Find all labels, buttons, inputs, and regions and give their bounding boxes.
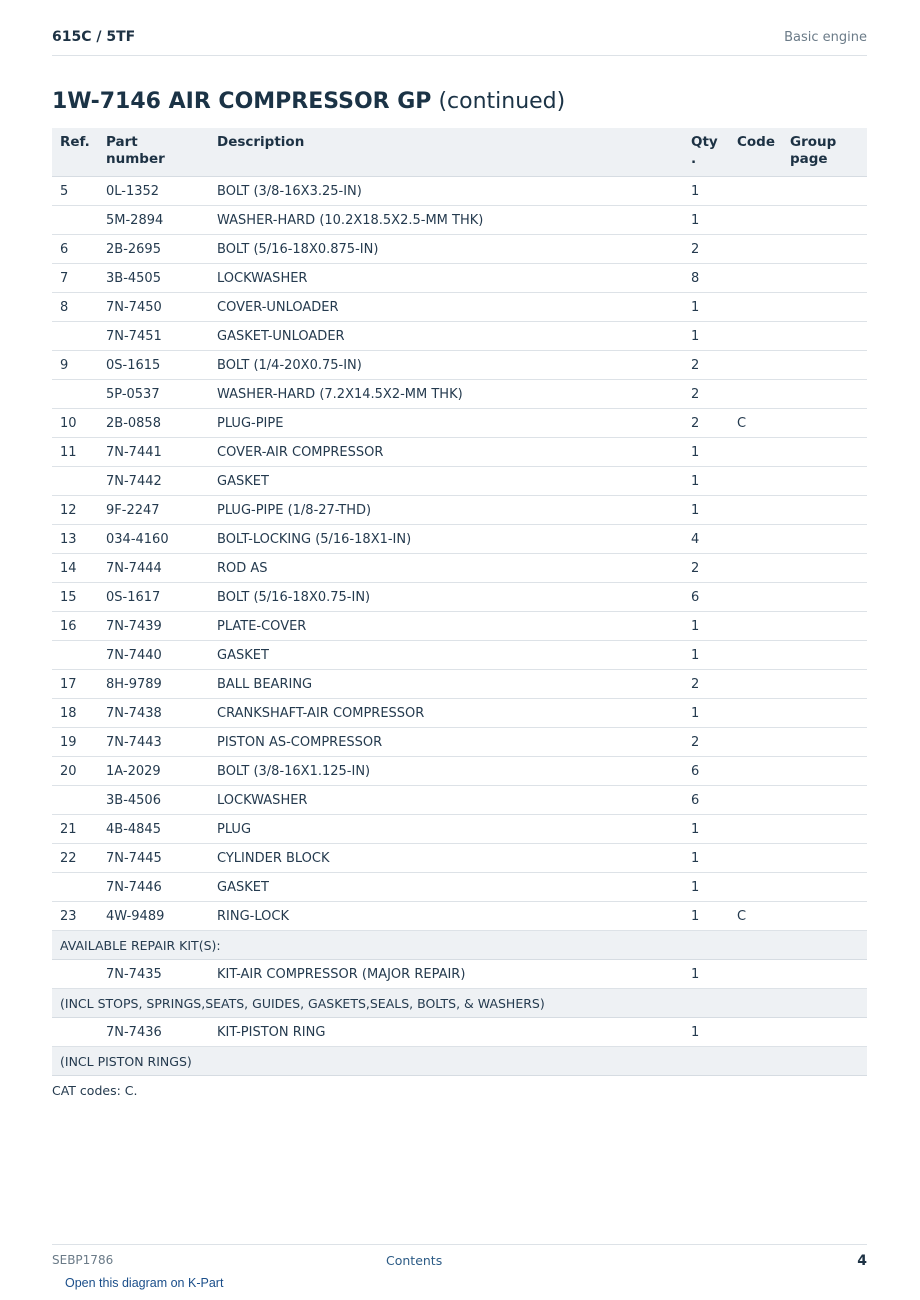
group-page-cell [782,322,867,351]
table-row [52,728,867,757]
qty-cell: 1 [683,902,729,931]
code-cell [729,844,782,873]
part-number-cell: 7N-7451 [98,322,209,351]
description-cell: PLUG-PIPE [209,409,683,438]
table-row [52,380,867,409]
group-page-cell [782,177,867,206]
group-page-cell [782,641,867,670]
part-number-cell: 2B-0858 [98,409,209,438]
description-cell: GASKET-UNLOADER [209,322,683,351]
ref-cell: 8 [52,293,98,322]
qty-cell: 6 [683,757,729,786]
ref-cell [52,960,98,989]
code-cell [729,873,782,902]
part-number-cell: 0S-1617 [98,583,209,612]
description-cell: KIT-AIR COMPRESSOR (MAJOR REPAIR) [209,960,683,989]
ref-cell: 15 [52,583,98,612]
contents-link[interactable]: Contents [386,1253,443,1268]
code-cell [729,293,782,322]
part-number-cell: 3B-4505 [98,264,209,293]
table-row [52,554,867,583]
table-row [52,264,867,293]
part-number-cell: 4W-9489 [98,902,209,931]
description-cell: PLUG-PIPE (1/8-27-THD) [209,496,683,525]
description-cell: BOLT (5/16-18X0.875-IN) [209,235,683,264]
qty-cell: 2 [683,235,729,264]
note-text: (INCL PISTON RINGS) [52,1047,867,1076]
page-number: 4 [857,1253,867,1269]
part-number-cell: 5M-2894 [98,206,209,235]
group-page-cell [782,380,867,409]
table-row [52,815,867,844]
qty-cell: 1 [683,815,729,844]
ref-cell: 22 [52,844,98,873]
parts-table-body [52,177,867,1076]
code-cell [729,670,782,699]
code-cell [729,757,782,786]
header-ref: Ref. [52,128,98,177]
code-cell [729,351,782,380]
part-number-cell: 7N-7443 [98,728,209,757]
ref-cell: 13 [52,525,98,554]
part-number-cell: 3B-4506 [98,786,209,815]
group-page-cell [782,583,867,612]
table-row [52,496,867,525]
qty-cell: 1 [683,206,729,235]
code-cell [729,380,782,409]
part-number-cell: 5P-0537 [98,380,209,409]
code-cell: C [729,409,782,438]
qty-cell: 1 [683,612,729,641]
qty-cell: 1 [683,960,729,989]
group-page-cell [782,293,867,322]
ref-cell [52,873,98,902]
table-row [52,177,867,206]
description-cell: BALL BEARING [209,670,683,699]
qty-cell: 1 [683,438,729,467]
part-number-cell: 2B-2695 [98,235,209,264]
document-id: SEBP1786 [52,1253,114,1267]
ref-cell: 19 [52,728,98,757]
part-number-cell: 0S-1615 [98,351,209,380]
title-main: 1W-7146 AIR COMPRESSOR GP [52,89,432,114]
group-page-cell [782,815,867,844]
qty-cell: 1 [683,467,729,496]
group-page-cell [782,264,867,293]
qty-cell: 6 [683,786,729,815]
description-cell: GASKET [209,467,683,496]
ref-cell [52,641,98,670]
page-title [52,89,565,114]
table-row [52,1018,867,1047]
ref-cell: 21 [52,815,98,844]
code-cell [729,525,782,554]
description-cell: BOLT-LOCKING (5/16-18X1-IN) [209,525,683,554]
qty-cell: 2 [683,380,729,409]
qty-cell: 1 [683,1018,729,1047]
description-cell: CYLINDER BLOCK [209,844,683,873]
qty-cell: 1 [683,641,729,670]
group-page-cell [782,467,867,496]
ref-cell: 16 [52,612,98,641]
table-row [52,641,867,670]
parts-table-header [52,128,867,177]
page-header [52,28,867,56]
group-page-cell [782,554,867,583]
note-text: AVAILABLE REPAIR KIT(S): [52,931,867,960]
part-number-cell: 7N-7445 [98,844,209,873]
code-cell [729,1018,782,1047]
description-cell: PLATE-COVER [209,612,683,641]
qty-cell: 4 [683,525,729,554]
table-row [52,525,867,554]
description-cell: BOLT (1/4-20X0.75-IN) [209,351,683,380]
description-cell: WASHER-HARD (7.2X14.5X2-MM THK) [209,380,683,409]
ref-cell: 11 [52,438,98,467]
ref-cell: 5 [52,177,98,206]
part-number-cell: 7N-7438 [98,699,209,728]
description-cell: COVER-UNLOADER [209,293,683,322]
part-number-cell: 7N-7440 [98,641,209,670]
ref-cell [52,206,98,235]
code-cell [729,177,782,206]
group-page-cell [782,786,867,815]
section-label: Basic engine [784,30,867,45]
description-cell: COVER-AIR COMPRESSOR [209,438,683,467]
qty-cell: 1 [683,322,729,351]
code-cell [729,612,782,641]
qty-cell: 2 [683,351,729,380]
table-row [52,960,867,989]
table-row [52,583,867,612]
ref-cell [52,786,98,815]
code-cell [729,699,782,728]
ref-cell [52,322,98,351]
code-cell [729,206,782,235]
table-row [52,206,867,235]
ref-cell: 14 [52,554,98,583]
description-cell: KIT-PISTON RING [209,1018,683,1047]
qty-cell: 1 [683,699,729,728]
description-cell: BOLT (5/16-18X0.75-IN) [209,583,683,612]
code-cell [729,467,782,496]
code-cell [729,786,782,815]
cat-codes-note: CAT codes: C. [52,1083,138,1098]
part-number-cell: 7N-7444 [98,554,209,583]
table-row [52,293,867,322]
description-cell: PLUG [209,815,683,844]
code-cell [729,496,782,525]
ref-cell: 23 [52,902,98,931]
ref-cell: 10 [52,409,98,438]
description-cell: RING-LOCK [209,902,683,931]
part-number-cell: 7N-7439 [98,612,209,641]
table-row [52,670,867,699]
qty-cell: 1 [683,873,729,902]
qty-cell: 1 [683,177,729,206]
header-qty: Qty . [683,128,729,177]
table-row [52,235,867,264]
description-cell: BOLT (3/8-16X1.125-IN) [209,757,683,786]
part-number-cell: 7N-7450 [98,293,209,322]
ref-cell: 20 [52,757,98,786]
part-number-cell: 7N-7435 [98,960,209,989]
table-note-row [52,931,867,960]
code-cell [729,235,782,264]
description-cell: WASHER-HARD (10.2X18.5X2.5-MM THK) [209,206,683,235]
note-text: (INCL STOPS, SPRINGS,SEATS, GUIDES, GASKETS,SEALS, BOLTS, & WASHERS) [52,989,867,1018]
group-page-cell [782,525,867,554]
part-number-cell: 4B-4845 [98,815,209,844]
group-page-cell [782,699,867,728]
description-cell: BOLT (3/8-16X3.25-IN) [209,177,683,206]
code-cell [729,815,782,844]
description-cell: CRANKSHAFT-AIR COMPRESSOR [209,699,683,728]
title-suffix: (continued) [438,89,566,114]
group-page-cell [782,757,867,786]
table-row [52,699,867,728]
table-row [52,612,867,641]
group-page-cell [782,438,867,467]
code-cell [729,960,782,989]
code-cell [729,264,782,293]
part-number-cell: 9F-2247 [98,496,209,525]
table-row [52,322,867,351]
header-group-page: Group page [782,128,867,177]
group-page-cell [782,873,867,902]
description-cell: LOCKWASHER [209,264,683,293]
part-number-cell: 1A-2029 [98,757,209,786]
table-row [52,757,867,786]
description-cell: PISTON AS-COMPRESSOR [209,728,683,757]
part-number-cell: 0L-1352 [98,177,209,206]
group-page-cell [782,960,867,989]
group-page-cell [782,409,867,438]
code-cell [729,322,782,351]
qty-cell: 1 [683,496,729,525]
group-page-cell [782,844,867,873]
ref-cell: 18 [52,699,98,728]
qty-cell: 1 [683,844,729,873]
table-note-row [52,1047,867,1076]
parts-table [52,128,867,1076]
description-cell: GASKET [209,641,683,670]
code-cell: C [729,902,782,931]
ref-cell [52,1018,98,1047]
ref-cell: 17 [52,670,98,699]
page-footer [52,1244,867,1271]
part-number-cell: 7N-7436 [98,1018,209,1047]
header-code: Code [729,128,782,177]
group-page-cell [782,670,867,699]
description-cell: ROD AS [209,554,683,583]
qty-cell: 2 [683,728,729,757]
table-row [52,438,867,467]
part-number-cell: 8H-9789 [98,670,209,699]
code-cell [729,641,782,670]
part-number-cell: 034-4160 [98,525,209,554]
part-number-cell: 7N-7442 [98,467,209,496]
ref-cell: 7 [52,264,98,293]
group-page-cell [782,235,867,264]
group-page-cell [782,728,867,757]
table-row [52,844,867,873]
table-row [52,409,867,438]
ref-cell: 6 [52,235,98,264]
group-page-cell [782,1018,867,1047]
ref-cell: 12 [52,496,98,525]
description-cell: GASKET [209,873,683,902]
group-page-cell [782,351,867,380]
description-cell: LOCKWASHER [209,786,683,815]
header-description: Description [209,128,683,177]
code-cell [729,438,782,467]
table-row [52,786,867,815]
ref-cell [52,467,98,496]
qty-cell: 2 [683,409,729,438]
table-row [52,351,867,380]
part-number-cell: 7N-7441 [98,438,209,467]
group-page-cell [782,612,867,641]
qty-cell: 1 [683,293,729,322]
group-page-cell [782,206,867,235]
code-cell [729,728,782,757]
table-note-row [52,989,867,1018]
qty-cell: 2 [683,670,729,699]
group-page-cell [782,496,867,525]
qty-cell: 6 [683,583,729,612]
qty-cell: 2 [683,554,729,583]
table-row [52,902,867,931]
code-cell [729,554,782,583]
kpart-link[interactable]: Open this diagram on K-Part [65,1276,224,1290]
part-number-cell: 7N-7446 [98,873,209,902]
table-row [52,873,867,902]
model-label: 615C / 5TF [52,29,136,45]
code-cell [729,583,782,612]
ref-cell: 9 [52,351,98,380]
ref-cell [52,380,98,409]
table-row [52,467,867,496]
group-page-cell [782,902,867,931]
header-part-number: Part number [98,128,209,177]
qty-cell: 8 [683,264,729,293]
